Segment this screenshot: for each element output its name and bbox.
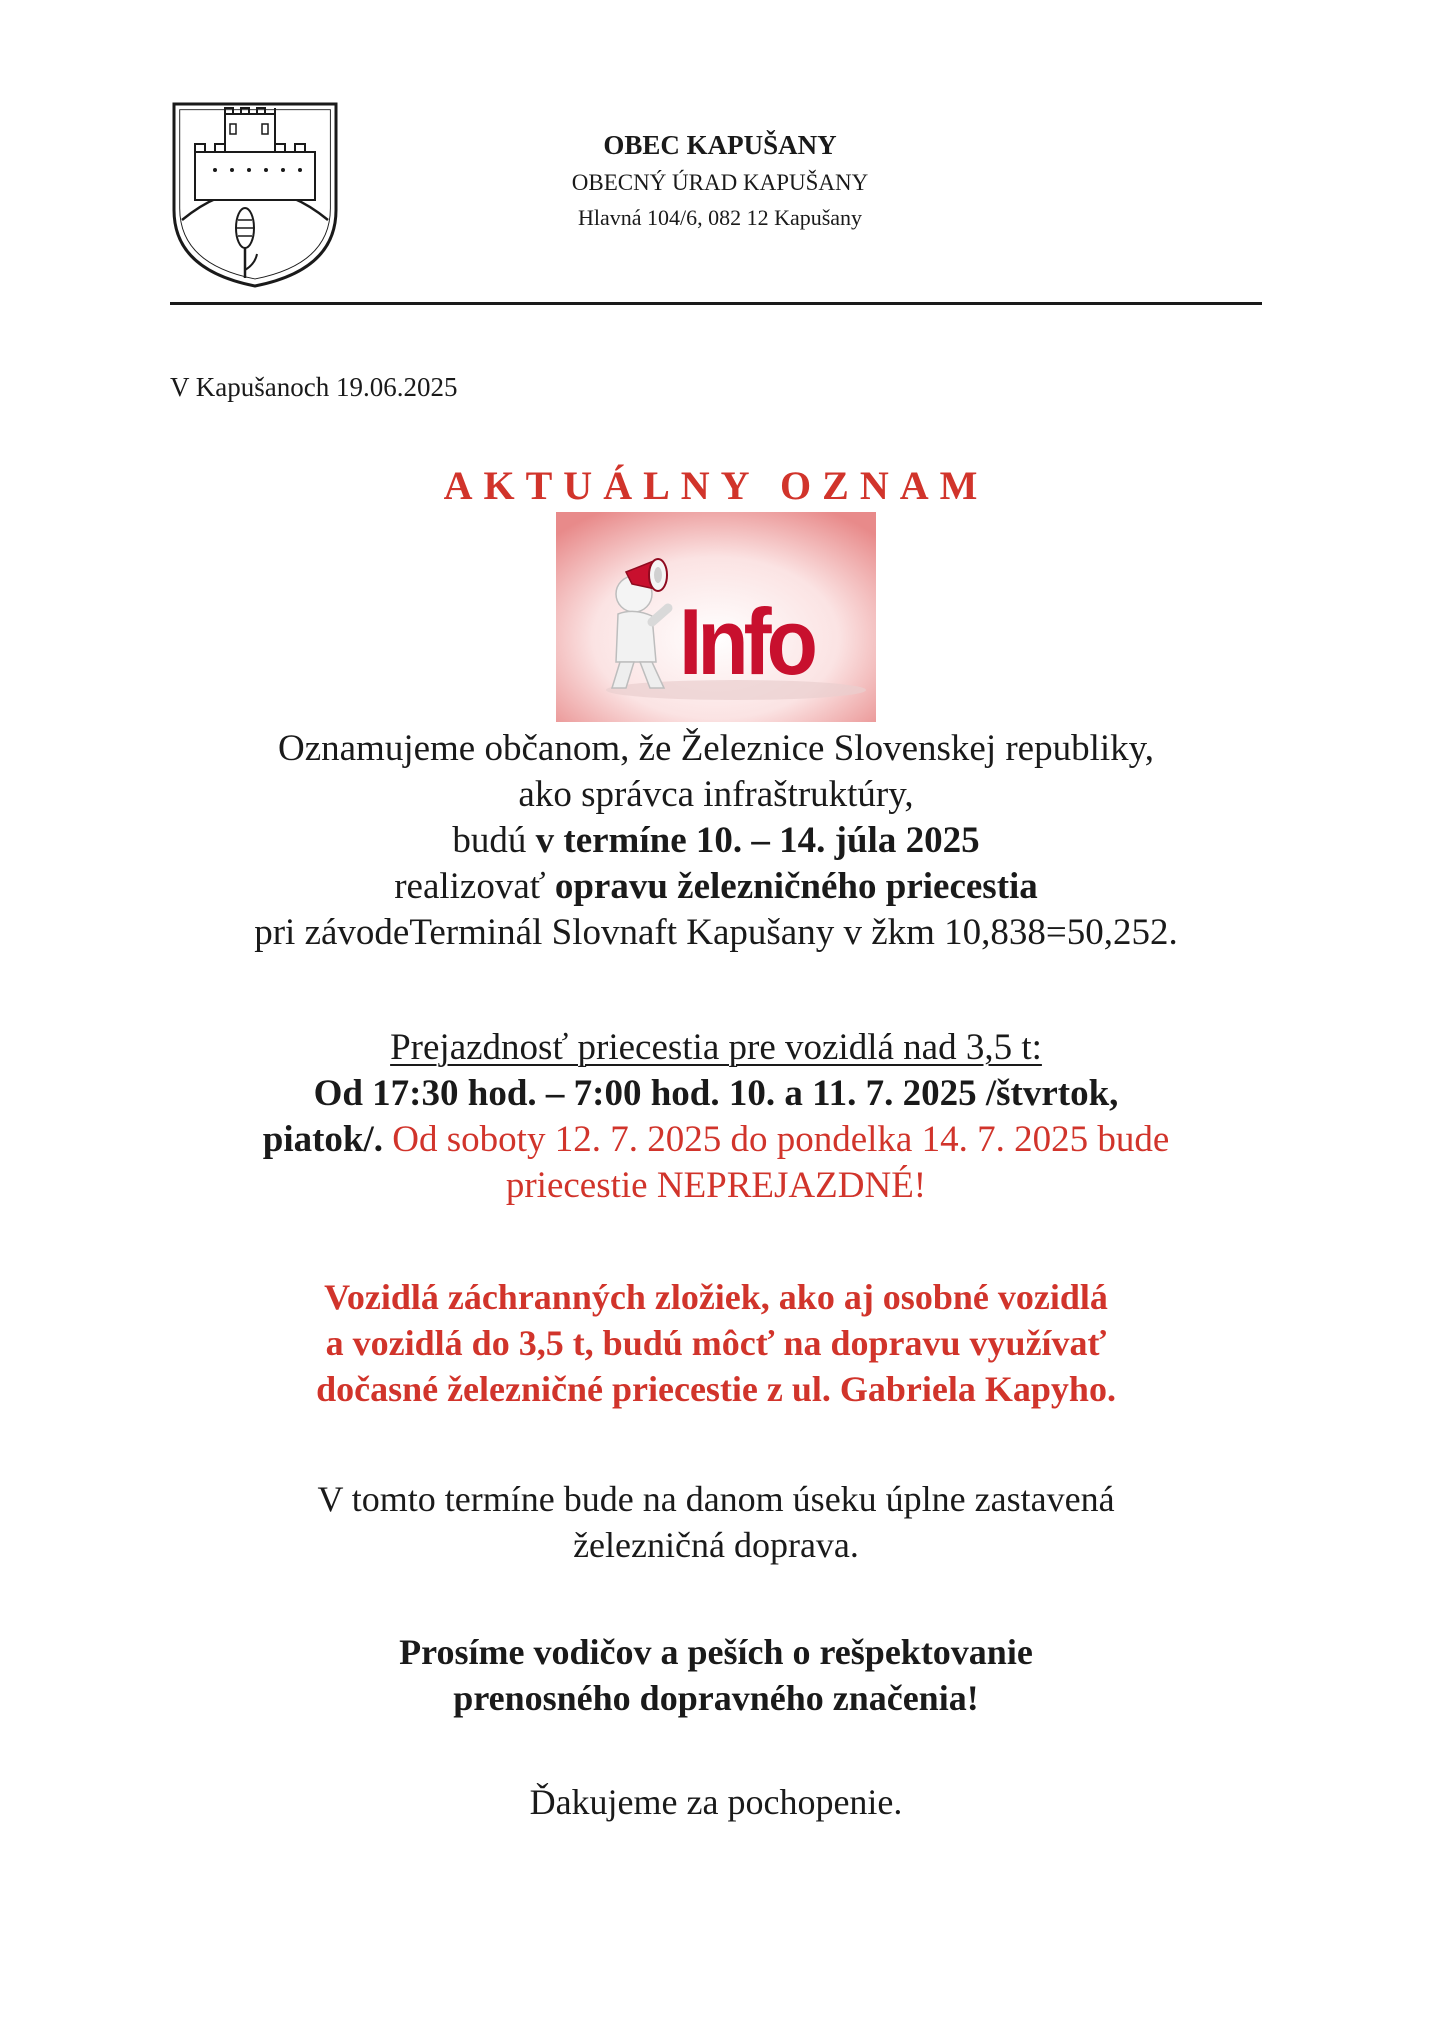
- text-line: Prosíme vodičov a peších o rešpektovanie: [399, 1632, 1033, 1672]
- office-name: OBECNÝ ÚRAD KAPUŠANY: [571, 170, 869, 195]
- emergency-vehicles-section: [80, 1274, 1352, 1412]
- coat-of-arms-icon: [170, 100, 340, 290]
- office-address: Hlavná 104/6, 082 12 Kapušany: [577, 205, 863, 230]
- text-line: V tomto termíne bude na danom úseku úplne zastavená: [317, 1479, 1115, 1519]
- thanks-line: Ďakujeme za pochopenie.: [529, 1782, 903, 1822]
- text-line: realizovať opravu železničného priecestia: [394, 866, 1038, 907]
- passability-section: [80, 1025, 1352, 1209]
- header-divider: [170, 302, 1262, 305]
- repair-subject: opravu železničného priecestia: [554, 866, 1038, 907]
- traffic-stop-section: [80, 1476, 1352, 1568]
- announcement-body: [80, 726, 1352, 956]
- text-line: a vozidlá do 3,5 t, budú môcť na dopravu využívať: [325, 1323, 1107, 1363]
- text-line: Oznamujeme občanom, že Železnice Slovenskej republiky,: [277, 728, 1155, 769]
- text-line: piatok/. Od soboty 12. 7. 2025 do pondelka 14. 7. 2025 bude: [262, 1119, 1170, 1160]
- text-line: Vozidlá záchranných zložiek, ako aj osobné vozidlá: [324, 1277, 1108, 1317]
- request-section: [80, 1629, 1352, 1721]
- text-line: Od 17:30 hod. – 7:00 hod. 10. a 11. 7. 2025 /štvrtok,: [313, 1073, 1119, 1114]
- repair-dates: v termíne 10. – 14. júla 2025: [535, 820, 980, 861]
- info-graphic: [556, 512, 876, 722]
- text-line: budú v termíne 10. – 14. júla 2025: [452, 820, 980, 861]
- municipality-name: OBEC KAPUŠANY: [603, 130, 837, 160]
- text-line: dočasné železničné priecestie z ul. Gabriela Kapyho.: [316, 1369, 1116, 1409]
- announcement-title: AKTUÁLNY OZNAM: [443, 463, 989, 508]
- info-text: Info: [679, 588, 813, 695]
- text-line: prenosného dopravného značenia!: [453, 1678, 979, 1718]
- date-line: V Kapušanoch 19.06.2025: [170, 372, 458, 402]
- closure-notice: priecestie NEPREJAZDNÉ!: [505, 1165, 927, 1206]
- text-line: ako správca infraštruktúry,: [518, 774, 914, 815]
- passability-heading: Prejazdnosť priecestia pre vozidlá nad 3,5 t:: [390, 1027, 1042, 1068]
- text-line: pri závodeTerminál Slovnaft Kapušany v žkm 10,838=50,252.: [254, 912, 1178, 953]
- text-line: železničná doprava.: [573, 1525, 859, 1565]
